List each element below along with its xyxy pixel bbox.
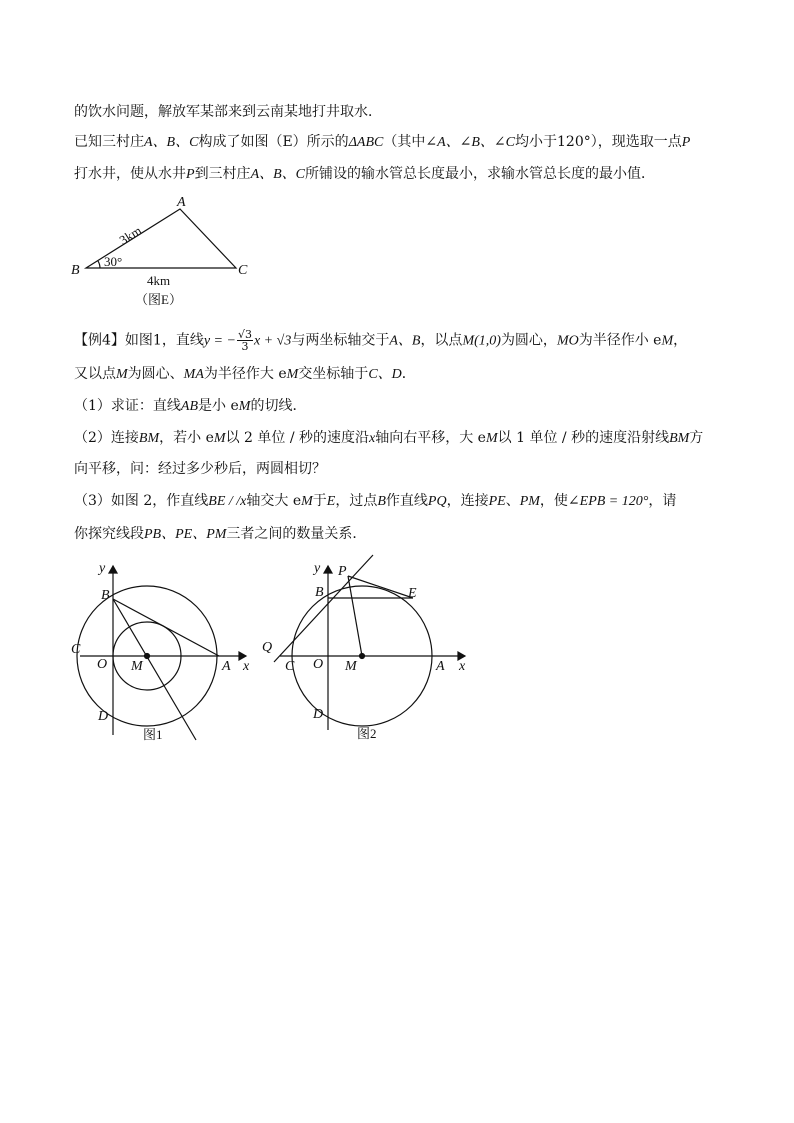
figure-e-labels	[71, 195, 248, 307]
text: 是小 e	[198, 398, 239, 414]
point-p: P	[681, 135, 691, 150]
circle-m: M	[286, 367, 299, 382]
equation-lhs: y = −	[203, 333, 236, 349]
point-b: B	[377, 494, 386, 509]
line-pq-2	[274, 555, 373, 662]
segment-pm: PM	[519, 494, 540, 509]
text: 轴交大 e	[246, 493, 302, 509]
label-p: P	[338, 564, 347, 579]
text: ，使	[539, 493, 568, 509]
angle-epb: ∠EPB = 120°	[567, 494, 649, 509]
text: 的切线．	[250, 398, 307, 414]
text: 已知三村庄	[74, 134, 144, 150]
label-o: O	[313, 657, 324, 672]
label-b: B	[101, 588, 110, 603]
circle-m: M	[213, 431, 226, 446]
angle-labels: ∠A、∠B、∠C	[425, 135, 515, 150]
text: 为半径作小 e	[578, 332, 662, 349]
label-a: A	[177, 195, 186, 210]
points-cd: C、D	[368, 367, 402, 382]
text: 均小于120°），现选取一点	[515, 134, 682, 150]
figure-2	[274, 555, 465, 730]
text: 到三村庄	[194, 166, 251, 182]
intro-text-1: 的饮水问题，解放军某部来到云南某地打井取水．	[74, 104, 382, 120]
text: 打水井，使从水井	[74, 166, 186, 182]
label-y: y	[314, 561, 321, 576]
text: 为圆心、	[127, 366, 184, 382]
point-p: P	[186, 167, 195, 182]
text: 、	[505, 493, 520, 509]
label-side-bc: 4km	[147, 273, 171, 288]
points-ab: A、B	[389, 333, 421, 349]
caption-fig-2: 图2	[357, 726, 377, 741]
village-labels: A、B、C	[250, 167, 306, 182]
label-c: C	[238, 263, 248, 278]
angle-arc-b	[98, 261, 100, 268]
caption-fig-e: （图E）	[135, 292, 182, 307]
y-axis-arrow-1	[109, 566, 117, 573]
text: 为半径作大 e	[203, 366, 287, 382]
text: ，	[673, 332, 688, 349]
text: （2）连接	[74, 430, 139, 446]
circle-m: M	[301, 494, 313, 509]
ray-bm: BM	[669, 431, 690, 446]
segments: PB、PE、PM	[144, 527, 227, 542]
axis-x: x	[369, 431, 376, 446]
segment-bm: BM	[138, 431, 160, 446]
label-a: A	[222, 659, 231, 674]
circle-m: M	[485, 431, 498, 446]
text: ．	[401, 366, 416, 382]
text: 轴向右平移，大 e	[375, 430, 486, 446]
text: 于	[312, 493, 327, 509]
y-axis-arrow-2	[324, 566, 332, 573]
label-q: Q	[262, 640, 273, 655]
point-m: M	[116, 367, 128, 382]
label-m: M	[131, 659, 143, 674]
text: 为圆心，	[500, 332, 557, 349]
label-d: D	[98, 709, 109, 724]
triangle-label: ΔABC	[348, 135, 384, 150]
text: 方	[689, 430, 704, 446]
text: 以 2 单位 / 秒的速度沿	[225, 430, 369, 446]
text: 作直线	[385, 493, 428, 509]
segment-pe: PE	[488, 494, 506, 509]
example-tag: 【例4】	[74, 332, 125, 349]
caption-fig-1: 图1	[143, 727, 163, 742]
label-x: x	[459, 659, 466, 674]
segment-mo: MO	[556, 333, 579, 349]
label-o: O	[97, 657, 108, 672]
point-e: E	[326, 494, 336, 509]
text: 你探究线段	[74, 526, 144, 542]
text: 如图1，直线	[124, 332, 204, 349]
text: （1）求证：直线	[74, 398, 181, 414]
text: ，连接	[446, 493, 489, 509]
segment-pm-2	[348, 576, 362, 656]
text: 与两坐标轴交于	[291, 332, 390, 349]
label-m: M	[345, 659, 357, 674]
label-e: E	[408, 586, 417, 601]
point-m: M(1,0)	[462, 333, 501, 349]
segment-ma: MA	[183, 367, 204, 382]
text: 以 1 单位 / 秒的速度沿射线	[497, 430, 670, 446]
segment-pe-2	[348, 576, 413, 598]
label-c: C	[285, 659, 295, 674]
text: ，若小 e	[159, 430, 214, 446]
ray-bm-1	[113, 599, 196, 740]
text: （其中	[383, 134, 426, 150]
fraction-numerator: √3	[237, 328, 252, 341]
center-m-2	[360, 654, 365, 659]
line-ab: AB	[180, 399, 199, 414]
center-m-1	[145, 654, 150, 659]
text: 向平移，问：经过多少秒后，两圆相切？	[74, 461, 326, 477]
equation-rhs: x + √3	[253, 333, 292, 349]
text: ，过点	[335, 493, 378, 509]
label-a: A	[436, 659, 445, 674]
line-be: BE / /x	[208, 494, 247, 509]
text: ，请	[648, 493, 677, 509]
label-d: D	[313, 707, 324, 722]
label-y: y	[99, 561, 106, 576]
circle-m: M	[661, 333, 674, 349]
label-b: B	[315, 585, 324, 600]
text: 构成了如图（E）所示的	[198, 134, 349, 150]
label-x: x	[243, 659, 250, 674]
text: 所铺设的输水管总长度最小，求输水管总长度的最小值．	[305, 166, 656, 182]
label-angle-b: 30°	[104, 254, 123, 269]
circle-m: M	[238, 399, 251, 414]
label-side-ab: 3km	[116, 222, 145, 248]
text: ，以点	[420, 332, 463, 349]
village-labels: A、B、C	[144, 135, 199, 150]
label-b: B	[71, 263, 80, 278]
text: 又以点	[74, 366, 116, 382]
line-pq: PQ	[427, 494, 447, 509]
text: 交坐标轴于	[298, 366, 369, 382]
text: 三者之间的数量关系．	[226, 526, 367, 542]
label-c: C	[71, 642, 81, 657]
text: （3）如图 2，作直线	[74, 493, 209, 509]
fraction-denominator: 3	[241, 340, 249, 353]
figure-1-labels	[71, 561, 250, 742]
